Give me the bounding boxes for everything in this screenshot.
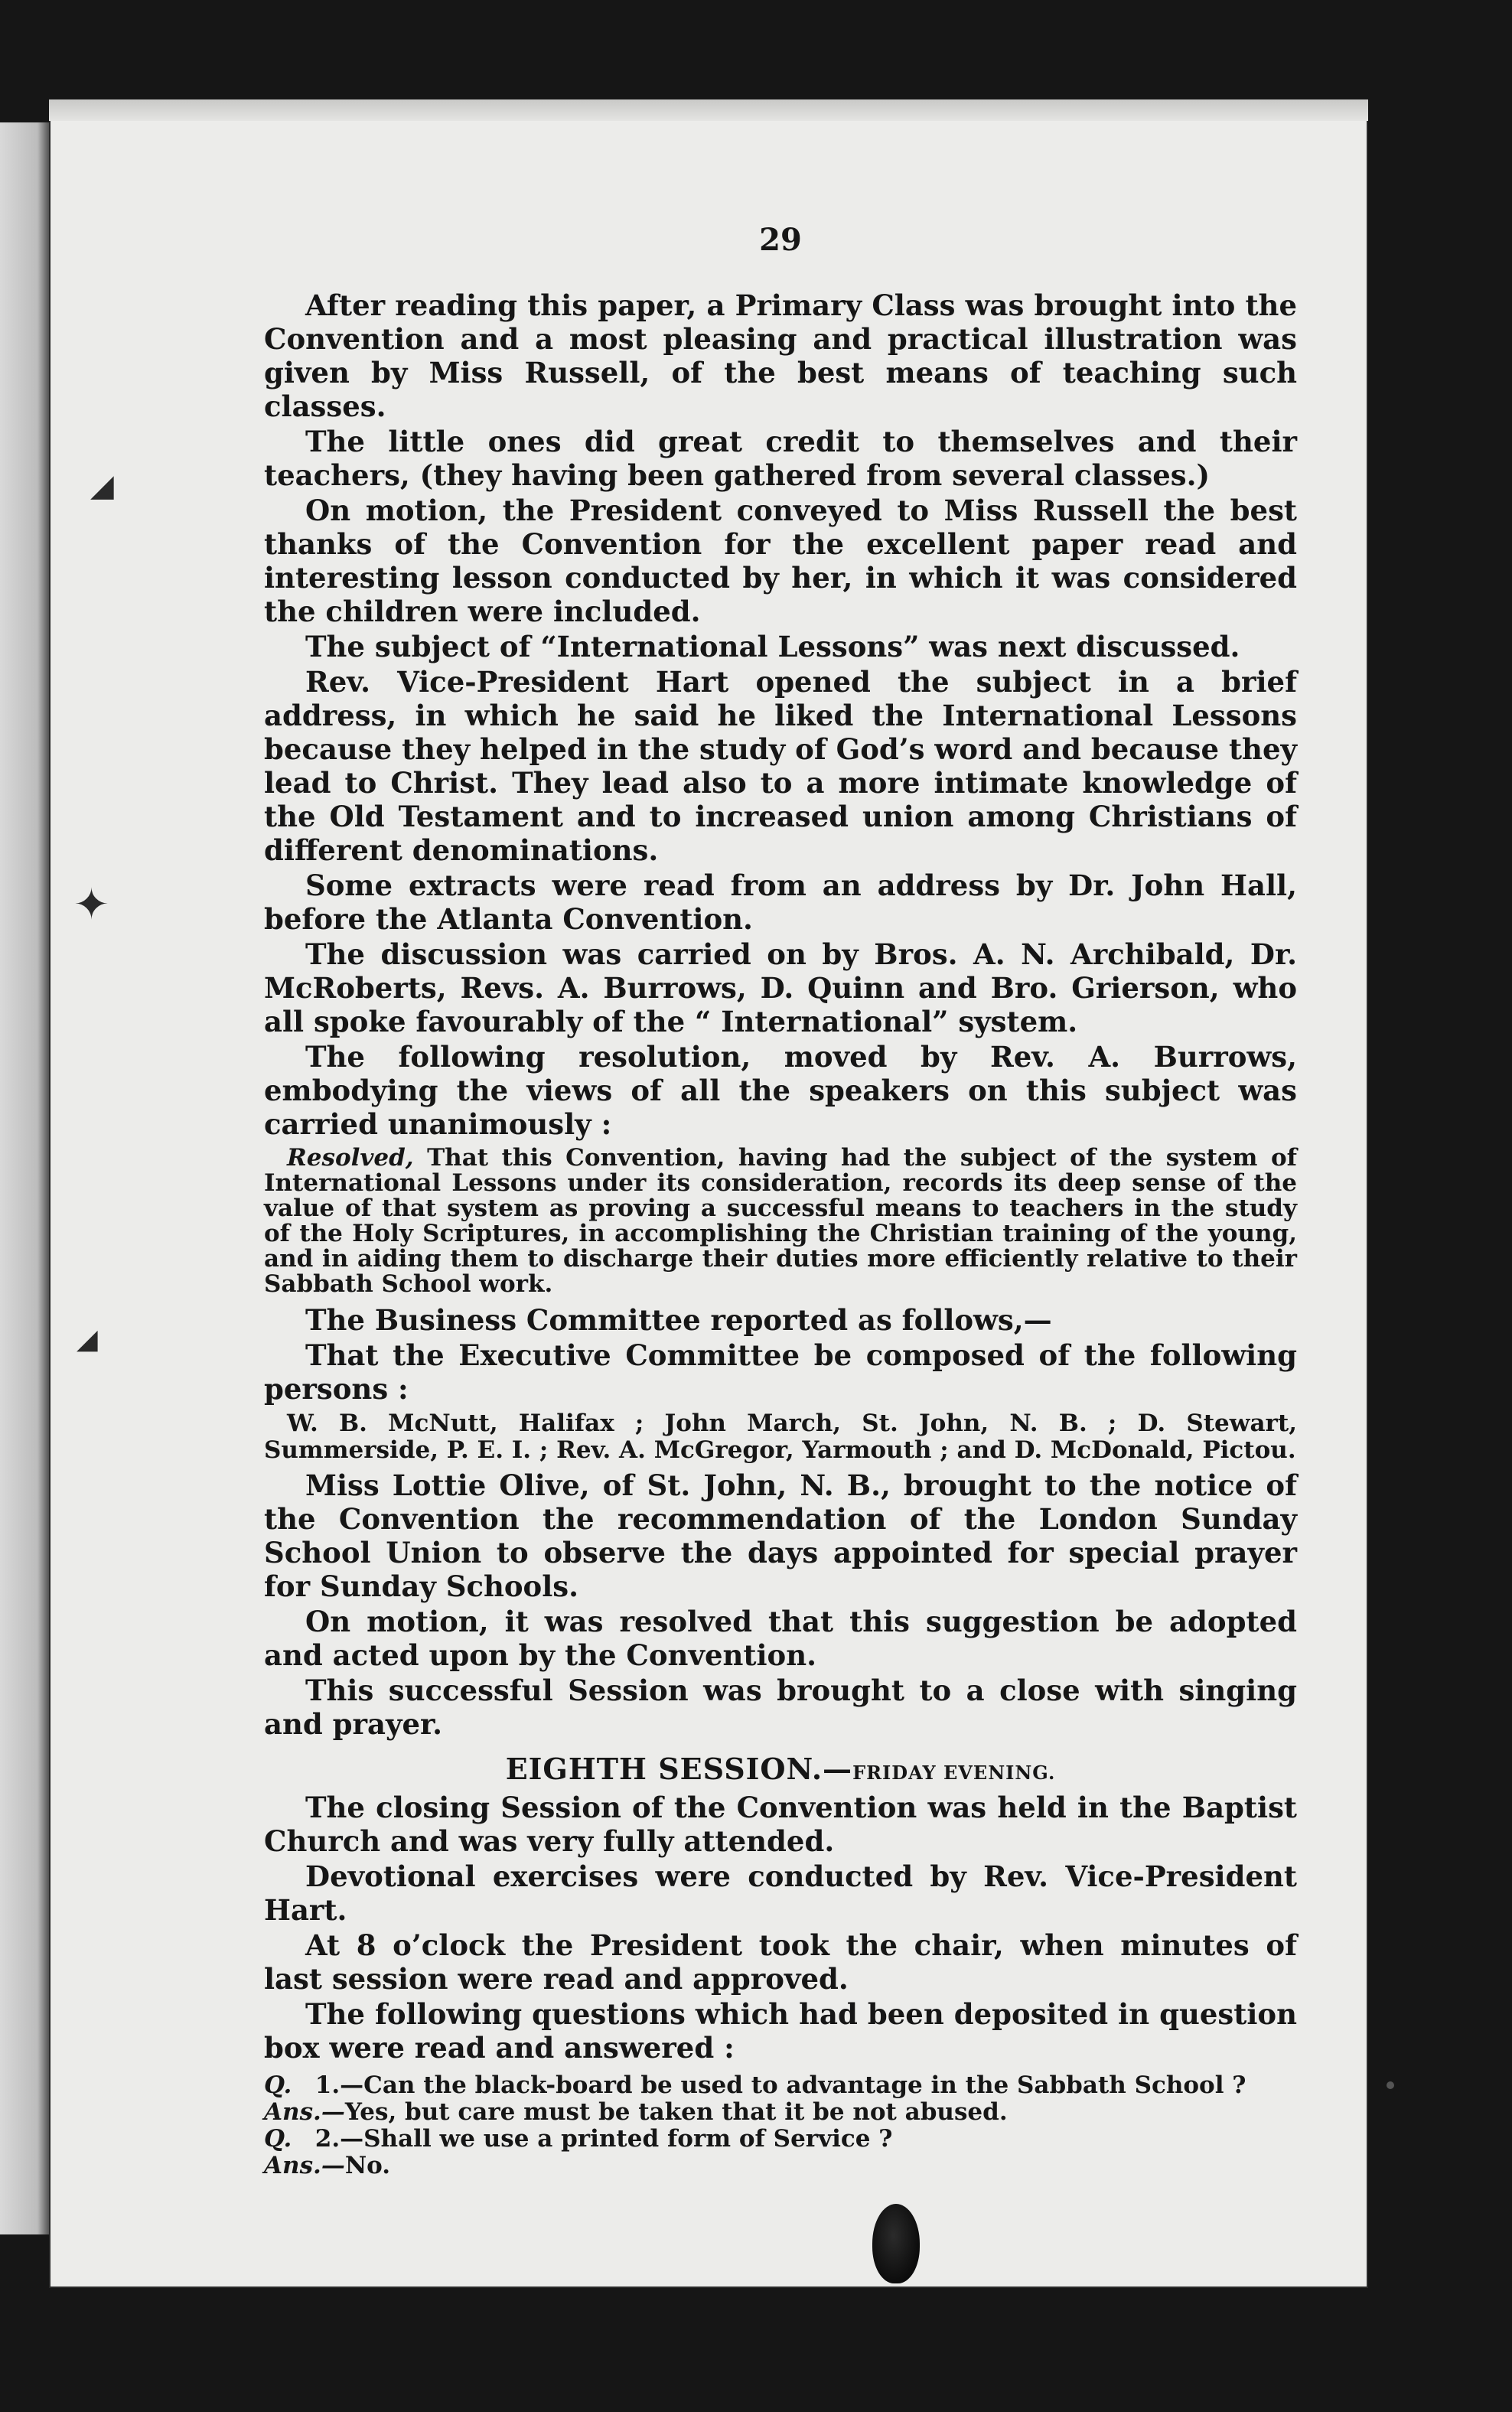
page-top-shadow [49, 99, 1368, 121]
answer-item [264, 2153, 1297, 2179]
qa-text: 1.—Can the black-board be used to advantage in the Sabbath School ? [314, 2071, 1246, 2099]
margin-mark: ✦ [73, 880, 109, 930]
paragraph: The following resolution, moved by Rev. A. Burrows, embodying the views of all the speakers on this subject was carried unanimously : [264, 1040, 1297, 1141]
previous-page-edge [0, 122, 54, 2234]
session-title: EIGHTH SESSION.— [505, 1752, 853, 1786]
paragraph: That the Executive Committee be composed of the following persons : [264, 1338, 1297, 1406]
page-text [264, 222, 1297, 2179]
session-heading [264, 1752, 1297, 1786]
qa-text: No. [344, 2152, 391, 2179]
margin-mark: ◢ [90, 468, 114, 504]
ink-blot [872, 2204, 920, 2283]
page-number: 29 [759, 222, 802, 258]
question-answer-list [264, 2072, 1297, 2179]
committee-names: W. B. McNutt, Halifax ; John March, St. John, N. B. ; D. Stewart, Summerside, P. E. I. ; Rev. A. McGregor, Yarmouth ; and D. McDonald, Pictou. [264, 1410, 1297, 1464]
paragraph: The Business Committee reported as follows,— [305, 1303, 1052, 1337]
paragraph: On motion, the President conveyed to Miss Russell the best thanks of the Convention for the excellent paper read and interesting lesson conducted by her, in which it was considered the children were included. [264, 494, 1297, 628]
qa-tag: Ans.— [264, 2152, 345, 2179]
margin-mark: ◢ [77, 1324, 98, 1355]
question-item [264, 2126, 1297, 2153]
paragraph: Rev. Vice-President Hart opened the subject in a brief address, in which he said he liked the International Lessons because they helped in the study of God’s word and because they lead to Christ. They lead also to a more intimate knowledge of the Old Testament and to increased union among Christians of different denominations. [264, 665, 1297, 867]
paragraph: On motion, it was resolved that this suggestion be adopted and acted upon by the Convention. [264, 1605, 1297, 1672]
qa-tag: Ans.— [264, 2098, 345, 2126]
resolution-lead: Resolved, [287, 1144, 414, 1172]
qa-text: Yes, but care must be taken that it be not abused. [344, 2098, 1008, 2126]
margin-dot [1387, 2081, 1394, 2089]
paragraph: Miss Lottie Olive, of St. John, N. B., brought to the notice of the Convention the recommendation of the London Sunday School Union to observe the days appointed for special prayer for Sunday Schools. [264, 1468, 1297, 1603]
paragraph: At 8 o’clock the President took the chair, when minutes of last session were read and approved. [264, 1928, 1297, 1996]
paragraph: The following questions which had been deposited in question box were read and answered : [264, 1997, 1297, 2065]
paragraph: After reading this paper, a Primary Class was brought into the Convention and a most pleasing and practical illustration was given by Miss Russell, of the best means of teaching such classes. [264, 288, 1297, 423]
qa-text: 2.—Shall we use a printed form of Service ? [314, 2125, 893, 2153]
paragraph: The discussion was carried on by Bros. A. N. Archibald, Dr. McRoberts, Revs. A. Burrows, D. Quinn and Bro. Grierson, who all spoke favourably of the “ International” system. [264, 937, 1297, 1038]
question-item [264, 2072, 1297, 2099]
qa-tag: Q. [264, 2125, 292, 2153]
paragraph: The closing Session of the Convention was held in the Baptist Church and was very fully attended. [264, 1791, 1297, 1858]
session-subtitle: FRIDAY EVENING. [852, 1762, 1056, 1784]
paragraph: The little ones did great credit to themselves and their teachers, (they having been gathered from several classes.) [264, 425, 1297, 492]
answer-item [264, 2099, 1297, 2126]
paragraph: The subject of “International Lessons” was next discussed. [305, 630, 1240, 663]
resolution [264, 1146, 1297, 1297]
paragraph: Some extracts were read from an address by Dr. John Hall, before the Atlanta Convention. [264, 869, 1297, 936]
paragraph: This successful Session was brought to a close with singing and prayer. [264, 1674, 1297, 1741]
paragraph: Devotional exercises were conducted by Rev. Vice-President Hart. [264, 1860, 1297, 1927]
resolution-text: That this Convention, having had the subject of the system of International Lessons under its consideration, records its deep sense of the value of that system as proving a successful means to teachers in the study of the Holy Scriptures, in accomplishing the Christian training of the young, and in aiding them to discharge their duties more efficiently relative to their Sabbath School work. [264, 1144, 1297, 1298]
qa-tag: Q. [264, 2071, 292, 2099]
